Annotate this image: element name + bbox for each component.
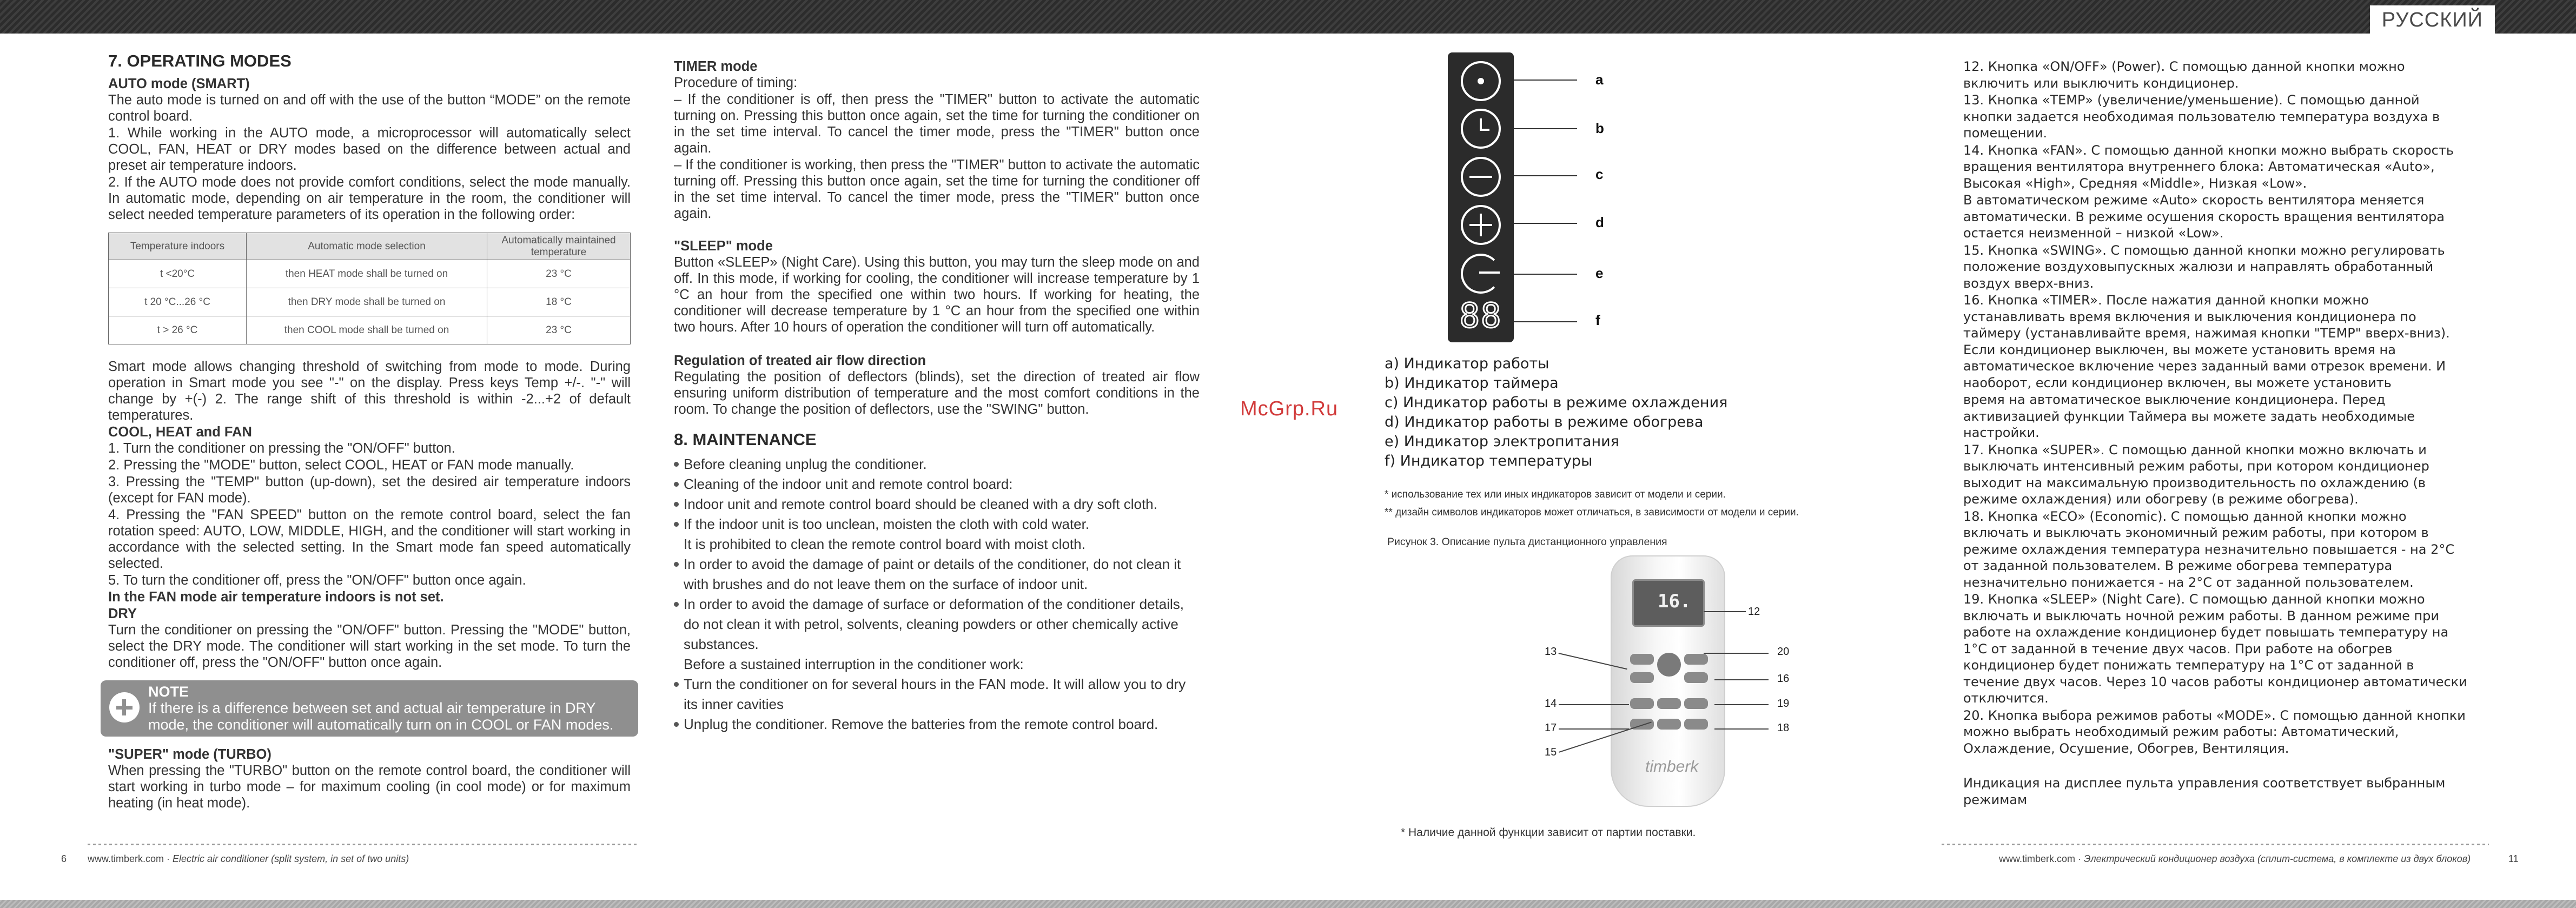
cool-step: 2. Pressing the "MODE" button, select COOL, HEAT or FAN mode manually. xyxy=(108,458,574,473)
watermark: McGrp.Ru xyxy=(1240,397,1339,420)
left-page-number: 6 xyxy=(61,853,67,864)
remote-callout-line xyxy=(1714,728,1769,730)
table-cell: 23 °C xyxy=(487,316,631,344)
indicator-label-e: e xyxy=(1595,265,1604,281)
right-item: 15. Кнопка «SWING». С помощью данной кнопки можно регулировать положение воздуховыпускных жалюзи и направлять обработанный воздух вверх-вниз. xyxy=(1963,242,2445,291)
remote-callout-14: 14 xyxy=(1545,698,1557,710)
indicator-description: f) Индикатор температуры xyxy=(1385,453,1593,469)
maintenance-item: Indoor unit and remote control board should be cleaned with a dry soft cloth. xyxy=(674,494,1200,514)
display-note: Индикация на дисплее пульта управления соответствует выбранным режимам xyxy=(1963,776,2446,807)
timer-paragraph-1: – If the conditioner is off, then press the "TIMER" button to activate the automatic turning on. Pressing this button once again, set the time for turning the conditioner on in the set time interval. To cancel the timer mode, press the "TIMER" button once again. xyxy=(674,92,1200,156)
maintenance-item: Cleaning of the indoor unit and remote control board: xyxy=(674,474,1200,494)
auto-paragraph-3: 2. If the AUTO mode does not provide comfort conditions, select the mode manually. In automatic mode, depending on air temperature in the room, the conditioner will select needed temperature parameters of its operation in the following order: xyxy=(108,175,631,222)
cool-heading: COOL, HEAT and FAN xyxy=(108,425,252,440)
indicator-description: d) Индикатор работы в режиме обогрева xyxy=(1385,414,1704,430)
indicator-label-a: a xyxy=(1595,71,1604,88)
remote-callout-line xyxy=(1714,704,1769,705)
note-box xyxy=(101,680,638,737)
table-cell: then DRY mode shall be turned on xyxy=(247,288,487,316)
callout-line xyxy=(1514,175,1577,176)
indicator-descriptions xyxy=(1385,354,1727,471)
auto-paragraph-1: The auto mode is turned on and off with the use of the button “MODE” on the remote control board. xyxy=(108,92,631,124)
remote-key xyxy=(1657,719,1681,730)
heating-indicator-icon xyxy=(1461,205,1501,245)
auto-paragraph-2: 1. While working in the AUTO mode, a microprocessor will automatically select COOL, FAN, HEAT or DRY modes based on the difference between actual and preset air temperature indoors. xyxy=(108,125,631,173)
footnote: ** дизайн символов индикаторов может отличаться, в зависимости от модели и серии. xyxy=(1385,507,1799,518)
right-item: 20. Кнопка выбора режимов работы «MODE». С помощью данной кнопки можно выбрать необходимый режим работы: Автоматический, Охлаждение, Осушение, Обогрев, Вентиляция. xyxy=(1963,707,2466,756)
maintenance-item: In order to avoid the damage of paint or details of the conditioner, do not clean it with brushes and do not leave them on the surface of indoor unit. xyxy=(674,554,1200,594)
language-tab: РУССКИЙ xyxy=(2370,5,2495,35)
table-header: Automatically maintained temperature xyxy=(487,233,631,260)
left-footer xyxy=(88,853,409,865)
table-cell: then HEAT mode shall be turned on xyxy=(247,260,487,288)
timer-heading: TIMER mode xyxy=(674,59,758,74)
remote-key xyxy=(1684,654,1708,665)
left-footer-site[interactable]: www.timberk.com xyxy=(88,853,164,864)
remote-note: * Наличие данной функции зависит от партии поставки. xyxy=(1401,826,1696,839)
dry-heading: DRY xyxy=(108,606,137,621)
callout-line xyxy=(1514,128,1577,129)
middle-column xyxy=(674,58,1200,734)
maintenance-item: If the indoor unit is too unclean, moisten the cloth with cold water. xyxy=(674,514,1200,534)
timer-intro: Procedure of timing: xyxy=(674,75,798,90)
callout-line xyxy=(1514,79,1577,81)
table-header: Temperature indoors xyxy=(109,233,247,260)
power-supply-bar xyxy=(1479,271,1500,274)
cool-step: 3. Pressing the "TEMP" button (up-down), set the desired air temperature indoors (except for FAN mode). xyxy=(108,474,631,506)
remote-logo: timberk xyxy=(1645,758,1699,776)
table-cell: t <20°C xyxy=(109,260,247,288)
sleep-paragraph: Button «SLEEP» (Night Care). Using this button, you may turn the sleep mode on and off. In this mode, if working for cooling, the conditioner will increase temperature by 1 °C an hour from the specified one within two hours. If working for heating, the conditioner will decrease temperature by 1 °C an hour from the specified one within two hours. After 10 hours of operation the conditioner will turn off automatically. xyxy=(674,255,1200,335)
header-stripe xyxy=(0,0,2576,34)
right-item: время на автоматическое выключение кондиционера. Перед активизацией функции Таймера вы можете задать необходимые настройки. xyxy=(1963,392,2415,440)
table-cell: t 20 °C...26 °C xyxy=(109,288,247,316)
right-item: 16. Кнопка «TIMER». После нажатия данной кнопки можно устанавливать время включения и выключения кондиционера по таймеру (устанавливайте время, нажимая кнопки "TEMP" вверх-вниз). Если кондиционер выключен, вы можете установить время на автоматическое включение через заданный вами отрезок времени. И наоборот, если кондиционер включен, вы можете установить xyxy=(1963,293,2450,390)
indicator-label-f: f xyxy=(1595,312,1600,328)
timer-indicator-icon xyxy=(1461,109,1501,149)
callout-line xyxy=(1514,274,1577,275)
footnote: * использование тех или иных индикаторов зависит от модели и серии. xyxy=(1385,489,1726,500)
bottom-stripe xyxy=(0,900,2576,908)
remote-callout-line xyxy=(1714,679,1769,680)
maintenance-title: 8. MAINTENANCE xyxy=(674,430,817,449)
figure-caption: Рисунок 3. Описание пульта дистанционного управления xyxy=(1387,536,1667,548)
remote-key xyxy=(1684,698,1708,709)
power-supply-indicator-icon xyxy=(1461,254,1501,294)
remote-power-button xyxy=(1657,653,1681,677)
cool-step: 1. Turn the conditioner on pressing the "ON/OFF" button. xyxy=(108,441,455,456)
timer-paragraph-2: – If the conditioner is working, then press the "TIMER" button to activate the automatic turning off. Pressing this button once again, set the time for turning the conditioner off in the set time interval. To cancel the timer mode, press the "TIMER" button once again. xyxy=(674,157,1200,221)
maintenance-item: It is prohibited to clean the remote control board with moist cloth. xyxy=(684,536,1085,552)
plus-icon xyxy=(109,692,140,723)
power-indicator-icon xyxy=(1461,61,1501,101)
table-header: Automatic mode selection xyxy=(247,233,487,260)
temperature-display: 88 xyxy=(1459,296,1502,335)
remote-callout-15: 15 xyxy=(1545,746,1557,758)
maintenance-item: Unplug the conditioner. Remove the batteries from the remote control board. xyxy=(674,714,1200,734)
remote-callout-19: 19 xyxy=(1777,698,1790,710)
indicator-label-b: b xyxy=(1595,120,1604,136)
remote-callout-13: 13 xyxy=(1545,646,1557,658)
auto-heading: AUTO mode (SMART) xyxy=(108,76,250,91)
right-column xyxy=(1963,58,2472,808)
callout-line xyxy=(1514,321,1577,322)
super-paragraph: When pressing the "TURBO" button on the remote control board, the conditioner will start working in turbo mode – for maximum cooling (in cool mode) or for maximum heating (in heat mode). xyxy=(108,763,631,811)
maintenance-list xyxy=(674,454,1200,734)
footer-dotted-rule xyxy=(88,844,638,845)
remote-screen-text: 16. xyxy=(1658,591,1691,612)
cool-step: 4. Pressing the "FAN SPEED" button on the remote control board, select the fan rotation speed: AUTO, LOW, MIDDLE, HIGH, and the conditioner will start working in accordance with the selected setting. In the Smart mode fan speed automatically selected. xyxy=(108,507,631,571)
note-title: NOTE xyxy=(148,684,189,700)
remote-key xyxy=(1657,698,1681,709)
remote-key xyxy=(1630,672,1654,683)
indicator-footnotes xyxy=(1385,486,1799,521)
right-page-number: 11 xyxy=(2508,853,2519,864)
maintenance-item: Before a sustained interruption in the conditioner work: xyxy=(684,656,1024,672)
maintenance-item: Before cleaning unplug the conditioner. xyxy=(674,454,1200,474)
maintenance-item: In order to avoid the damage of surface or deformation of the conditioner details, do not clean it with petrol, solvents, cleaning powders or other chemically active substances. xyxy=(674,594,1200,654)
mode-table xyxy=(108,233,631,344)
smart-paragraph: Smart mode allows changing threshold of switching from mode to mode. During operation in Smart mode you see "-" on the display. Press keys Temp +/-. "-" will change by +(-) 2. The range shift of this threshold is within -2...+2 of default temperatures. xyxy=(108,359,631,423)
indicator-panel xyxy=(1448,52,1514,342)
remote-key xyxy=(1684,672,1708,683)
footer-dotted-rule xyxy=(1942,844,2489,845)
right-item: В автоматическом режиме «Auto» скорость вентилятора меняется автоматически. В режиме осушения скорость вращения вентилятора остается неизменной – низкой «Low». xyxy=(1963,193,2445,241)
indicator-description: b) Индикатор таймера xyxy=(1385,375,1559,392)
fan-note: In the FAN mode air temperature indoors is not set. xyxy=(108,589,444,605)
sleep-heading: "SLEEP" mode xyxy=(674,238,773,254)
left-footer-desc: · Electric air conditioner (split system, in set of two units) xyxy=(167,853,409,864)
maintenance-item: Turn the conditioner on for several hours in the FAN mode. It will allow you to dry its inner cavities xyxy=(674,674,1200,714)
remote-callout-line xyxy=(1704,653,1769,654)
table-row xyxy=(109,316,631,344)
table-cell: then COOL mode shall be turned on xyxy=(247,316,487,344)
remote-callout-line xyxy=(1559,704,1629,705)
right-item: 13. Кнопка «TEMP» (увеличение/уменьшение). С помощью данной кнопки задается необходимая пользователю температура воздуха в помещении. xyxy=(1963,92,2440,141)
left-column xyxy=(108,53,631,812)
remote-key xyxy=(1684,719,1708,730)
right-item: 17. Кнопка «SUPER». С помощью данной кнопки можно включать и выключать интенсивный режим работы, при котором кондиционер выходит на максимальную производительность по охлаждению (в режиме охлаждения) или обогреву (в режиме обогрева). xyxy=(1963,442,2429,507)
remote-screen xyxy=(1632,579,1705,627)
indicator-label-d: d xyxy=(1595,214,1604,230)
indicator-description: e) Индикатор электропитания xyxy=(1385,433,1619,450)
dry-paragraph: Turn the conditioner on pressing the "ON/OFF" button. Pressing the "MODE" button, select the DRY mode. The conditioner will start working in the set mode. To turn the conditioner off, press the "ON/OFF" button once again. xyxy=(108,622,631,670)
airflow-heading: Regulation of treated air flow direction xyxy=(674,353,926,368)
remote-callout-line xyxy=(1559,728,1629,730)
indicator-description: a) Индикатор работы xyxy=(1385,355,1549,372)
indicator-description: c) Индикатор работы в режиме охлаждения xyxy=(1385,394,1728,411)
table-cell: 18 °C xyxy=(487,288,631,316)
right-footer-site[interactable]: www.timberk.com xyxy=(1999,853,2076,864)
airflow-paragraph: Regulating the position of deflectors (blinds), set the direction of treated air flow ensuring uniform distribution of temperature and the most comfort conditions in the room. To change the position of deflectors, use the "SWING" button. xyxy=(674,369,1200,417)
table-cell: t > 26 °C xyxy=(109,316,247,344)
table-cell: 23 °C xyxy=(487,260,631,288)
remote-callout-16: 16 xyxy=(1777,673,1790,685)
remote-callout-20: 20 xyxy=(1777,646,1790,658)
remote-callout-line xyxy=(1704,611,1746,612)
indicator-label-c: c xyxy=(1595,166,1604,182)
section-title: 7. OPERATING MODES xyxy=(108,51,292,70)
remote-key xyxy=(1630,654,1654,665)
cooling-indicator-icon xyxy=(1461,157,1501,197)
right-item: 12. Кнопка «ON/OFF» (Power). С помощью данной кнопки можно включить или выключить кондиционер. xyxy=(1963,59,2405,91)
remote-key xyxy=(1630,698,1654,709)
right-item: 18. Кнопка «ECO» (Economic). С помощью данной кнопки можно включать и выключать экономичный режим работы, при котором в режиме охлаждения температура незначительно повышается - на 2°C от заданной пользователем. В режиме обогрева температура незначительно понижается - на 2°C от заданной пользователем. xyxy=(1963,508,2455,590)
table-row xyxy=(109,288,631,316)
super-heading: "SUPER" mode (TURBO) xyxy=(108,747,271,762)
cool-step: 5. To turn the conditioner off, press the "ON/OFF" button once again. xyxy=(108,573,526,588)
right-footer-desc: · Электрический кондиционер воздуха (сплит-система, в комплекте из двух блоков) xyxy=(2078,853,2471,864)
remote-callout-18: 18 xyxy=(1777,722,1790,734)
remote-callout-12: 12 xyxy=(1748,606,1760,618)
right-item: 14. Кнопка «FAN». С помощью данной кнопки можно выбрать скорость вращения вентилятора внутреннего блока: Автоматическая «Auto», Высокая «High», Средняя «Middle», Низкая «Low». xyxy=(1963,142,2454,191)
remote-callout-17: 17 xyxy=(1545,722,1557,734)
table-row xyxy=(109,260,631,288)
right-footer xyxy=(1999,853,2471,865)
note-text: If there is a difference between set and actual air temperature in DRY mode, the conditioner will automatically turn on in COOL or FAN modes. xyxy=(148,700,614,733)
remote-control xyxy=(1611,555,1725,807)
callout-line xyxy=(1514,223,1577,224)
right-item: 19. Кнопка «SLEEP» (Night Care). С помощью данной кнопки можно включать и выключать ночной режим работы. В данном режиме при работе на охлаждение кондиционер будет повышать температуру на 1°C от заданной в течение двух часов. При работе на обогрев кондиционер будет понижать температуру на 1°C от заданной в течение двух часов. Через 10 часов работы кондиционер автоматически отключится. xyxy=(1963,592,2467,706)
